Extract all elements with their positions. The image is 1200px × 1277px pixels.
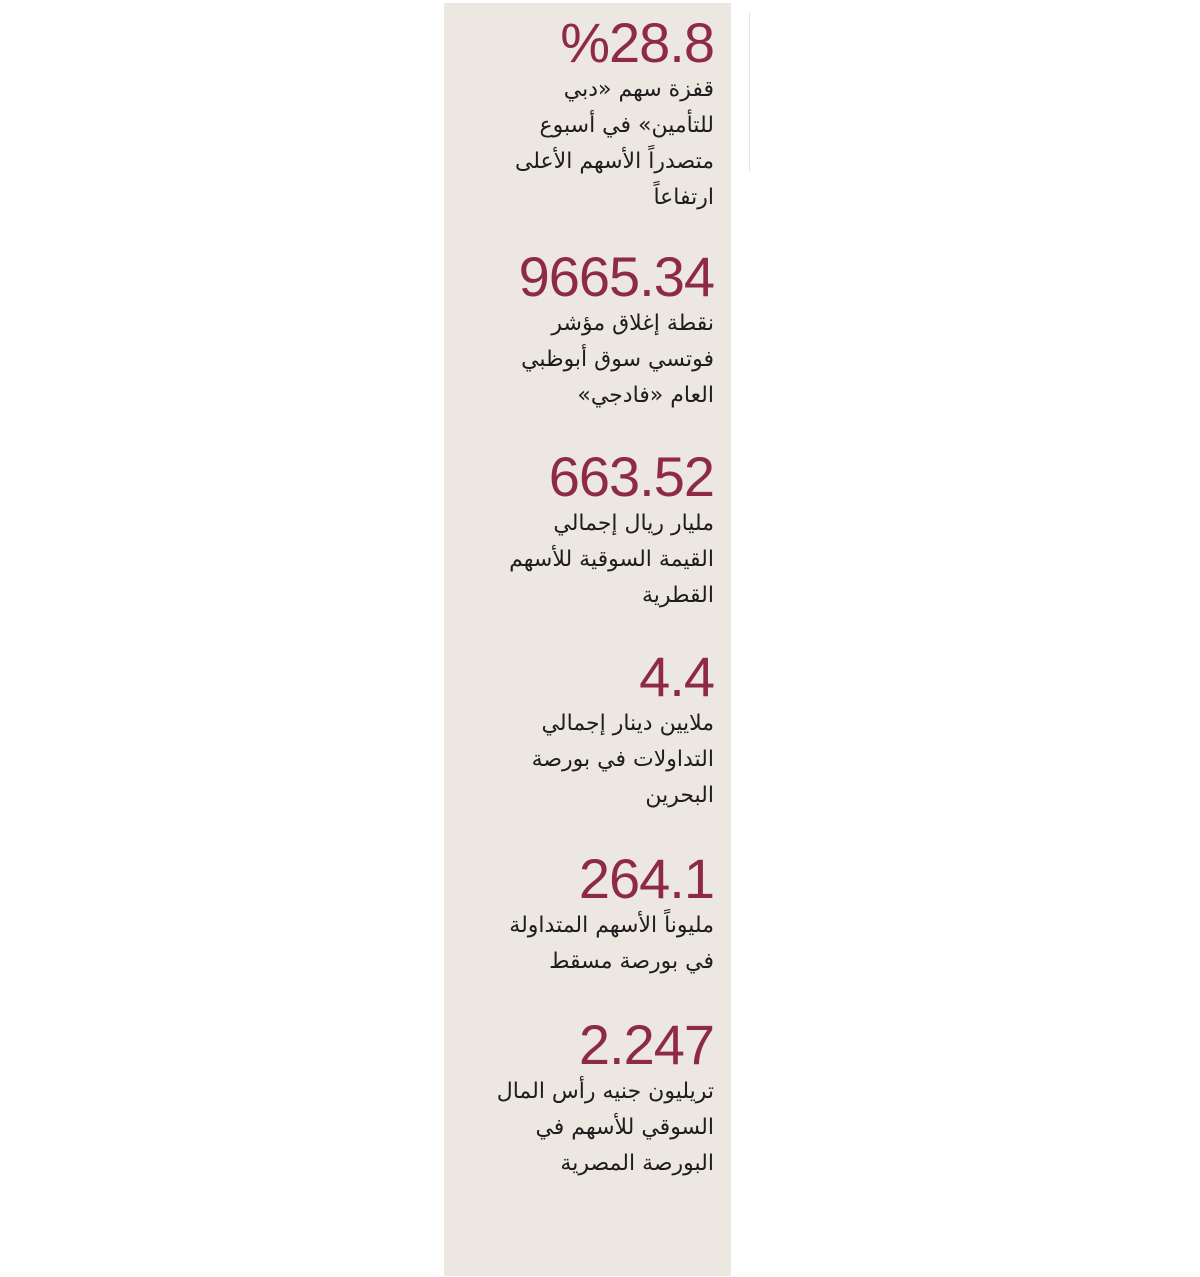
stat-number: 4.4	[639, 645, 714, 708]
stat-description-line: التداولات في بورصة	[531, 747, 714, 772]
stat-description	[439, 506, 714, 614]
column-divider	[749, 12, 750, 172]
stat-description-line: ملايين دينار إجمالي	[541, 711, 714, 736]
stat-description-line: البحرين	[645, 783, 714, 808]
stat-block-egypt-market-cap	[439, 1013, 714, 1182]
stat-description	[439, 706, 714, 814]
stat-description-line: للتأمين» في أسبوع	[539, 113, 714, 138]
stat-description-line: متصدراً الأسهم الأعلى	[514, 149, 714, 174]
stat-number: 2.247	[578, 1013, 714, 1076]
stat-description-line: القيمة السوقية للأسهم	[509, 547, 714, 572]
stat-description-line: العام «فادجي»	[577, 383, 714, 408]
stat-description-line: القطرية	[641, 583, 714, 608]
stat-number: 663.52	[548, 445, 714, 508]
stat-description-line: البورصة المصرية	[560, 1151, 714, 1176]
stat-description	[439, 908, 714, 980]
stat-description	[439, 1074, 714, 1182]
stat-description-line: السوقي للأسهم في	[535, 1115, 714, 1140]
stat-block-abu-dhabi-index	[439, 245, 714, 414]
stat-block-muscat-shares	[439, 847, 714, 980]
stat-number: 9665.34	[518, 245, 714, 308]
stat-description-line: نقطة إغلاق مؤشر	[551, 311, 714, 336]
stat-description-line: مليار ريال إجمالي	[553, 511, 714, 536]
stat-description	[439, 306, 714, 414]
stat-description	[439, 72, 714, 216]
stat-block-bahrain-trading	[439, 645, 714, 814]
stat-description-line: فوتسي سوق أبوظبي	[521, 347, 714, 372]
stat-description-line: مليوناً الأسهم المتداولة	[509, 913, 714, 938]
stat-block-dubai-insurance	[439, 11, 714, 216]
stat-description-line: ارتفاعاً	[653, 185, 714, 210]
stat-description-line: تريليون جنيه رأس المال	[496, 1079, 714, 1104]
stat-description-line: في بورصة مسقط	[549, 949, 714, 974]
stat-number: %28.8	[560, 11, 714, 74]
stat-number: 264.1	[578, 847, 714, 910]
stat-description-line: قفزة سهم «دبي	[563, 77, 714, 102]
stat-block-qatar-market-cap	[439, 445, 714, 614]
